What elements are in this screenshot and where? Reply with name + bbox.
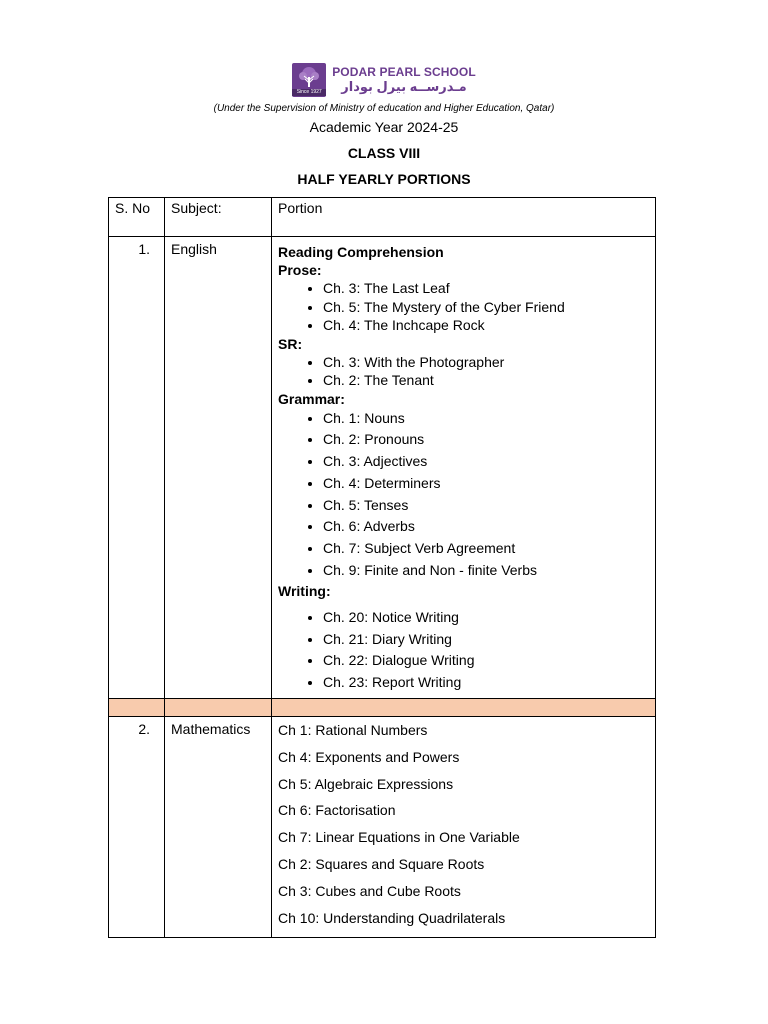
list-item: • Ch. 6: Adverbs (323, 516, 655, 538)
list-item: • Ch. 9: Finite and Non - finite Verbs (323, 560, 655, 582)
chapter-item: Ch 7: Linear Equations in One Variable (278, 829, 520, 846)
english-portion (272, 237, 656, 699)
list-item: • Ch. 3: With the Photographer (323, 353, 655, 372)
academic-year: Academic Year 2024-25 (309, 119, 459, 135)
list-item: • Ch. 7: Subject Verb Agreement (323, 538, 655, 560)
school-name-en: PODAR PEARL SCHOOL (332, 65, 476, 79)
spacer-cell (109, 699, 165, 717)
chapter-item: Ch 3: Cubes and Cube Roots (278, 882, 461, 899)
section-title: Reading Comprehension (278, 244, 444, 260)
document-header (0, 60, 768, 188)
header-sno: S. No (109, 198, 165, 237)
table-row (109, 717, 656, 938)
chapter-item: Ch 4: Exponents and Powers (278, 748, 460, 765)
school-name-ar: مـدرســه بيرل بودار (341, 79, 467, 94)
writing-list (278, 607, 655, 694)
list-item: • Ch. 4: Determiners (323, 473, 655, 495)
prose-list (278, 279, 655, 335)
row-subject: English (165, 237, 272, 699)
portions-table (108, 197, 656, 938)
chapter-item: Ch 1: Rational Numbers (278, 722, 428, 739)
table-row (109, 237, 656, 699)
sr-list (278, 353, 655, 390)
tree-logo-icon (292, 63, 326, 97)
list-item: • Ch. 21: Diary Writing (323, 629, 655, 651)
header-subject: Subject: (165, 198, 272, 237)
list-item: • Ch. 22: Dialogue Writing (323, 650, 655, 672)
list-item: • Ch. 23: Report Writing (323, 672, 655, 694)
list-item: • Ch. 4: The Inchcape Rock (323, 316, 655, 335)
class-title: CLASS VIII (347, 145, 421, 161)
chapter-item: Ch 2: Squares and Square Roots (278, 856, 485, 873)
row-sno: 1. (109, 237, 165, 699)
list-item: • Ch. 5: The Mystery of the Cyber Friend (323, 298, 655, 317)
exam-title: HALF YEARLY PORTIONS (297, 171, 471, 187)
table-header-row (109, 198, 656, 237)
section-title: Writing: (278, 582, 331, 599)
list-item: • Ch. 20: Notice Writing (323, 607, 655, 629)
supervision-note: (Under the Supervision of Ministry of education and Higher Education, Qatar) (213, 103, 555, 114)
spacer-row (109, 699, 656, 717)
list-item: • Ch. 3: The Last Leaf (323, 279, 655, 298)
spacer-cell (272, 699, 656, 717)
chapter-item: Ch 10: Understanding Quadrilaterals (278, 909, 506, 926)
section-title: SR: (278, 335, 303, 352)
row-subject: Mathematics (165, 717, 272, 938)
list-item: • Ch. 1: Nouns (323, 408, 655, 430)
list-item: • Ch. 2: The Tenant (323, 371, 655, 390)
chapter-item: Ch 5: Algebraic Expressions (278, 775, 454, 792)
list-item: • Ch. 5: Tenses (323, 495, 655, 517)
chapter-item: Ch 6: Factorisation (278, 802, 396, 819)
list-item: • Ch. 2: Pronouns (323, 429, 655, 451)
logo-since: Since 1927 (292, 89, 326, 96)
header-portion: Portion (272, 198, 656, 237)
maths-portion (272, 717, 656, 938)
row-sno: 2. (109, 717, 165, 938)
school-logo (0, 60, 768, 100)
grammar-list (278, 408, 655, 582)
section-title: Grammar: (278, 390, 345, 407)
spacer-cell (165, 699, 272, 717)
section-title: Prose: (278, 262, 322, 278)
list-item: • Ch. 3: Adjectives (323, 451, 655, 473)
